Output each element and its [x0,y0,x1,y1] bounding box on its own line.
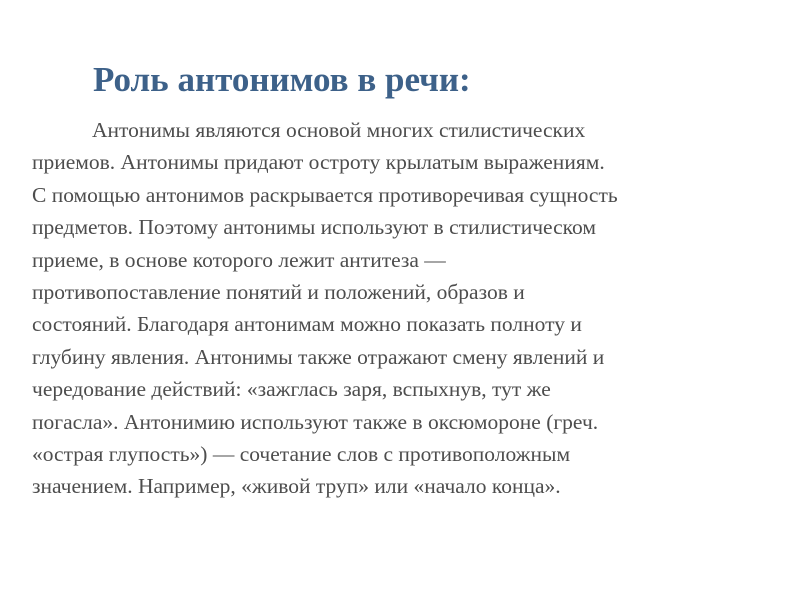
body-line: состояний. Благодаря антонимам можно показать полноту и [32,312,582,337]
body-line: противопоставление понятий и положений, образов и [32,280,525,305]
body-line: значением. Например, «живой труп» или «начало конца». [32,474,561,499]
body-line: приемов. Антонимы придают остроту крылатым выражениям. [32,150,605,175]
body-line: погасла». Антонимию используют также в оксюмороне (греч. [32,409,599,434]
body-line: глубину явления. Антонимы также отражают смену явлений и [32,344,605,369]
body-line: Антонимы являются основой многих стилистических [92,118,586,142]
slide-body-text [32,114,772,503]
body-line: чередование действий: «зажглась заря, вспыхнув, тут же [32,377,551,402]
body-line: приеме, в основе которого лежит антитеза — [32,247,446,272]
body-line: С помощью антонимов раскрывается противоречивая сущность [32,182,618,207]
slide-title: Роль антонимов в речи: [93,60,471,99]
body-line: «острая глупость») — сочетание слов с противоположным [32,442,571,467]
body-line: предметов. Поэтому антонимы используют в стилистическом [32,215,596,240]
